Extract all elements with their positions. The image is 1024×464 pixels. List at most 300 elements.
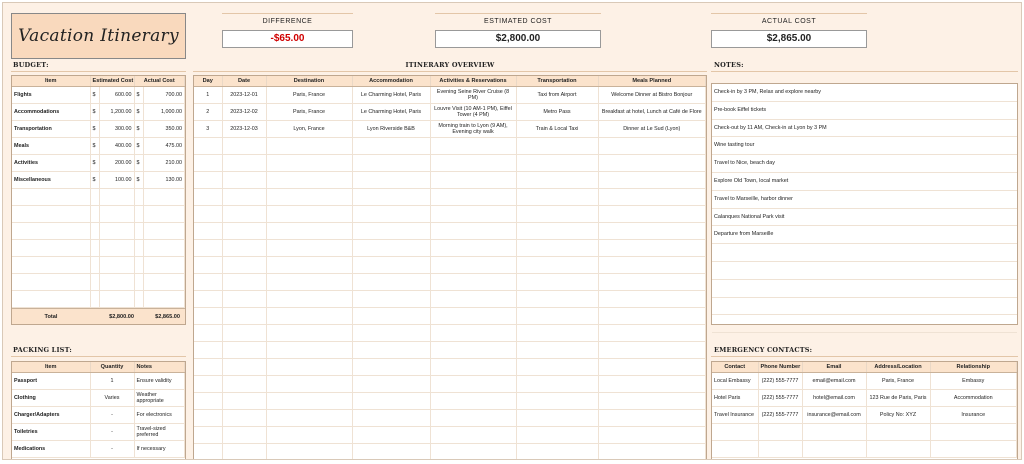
empty-cell[interactable] [352, 410, 430, 427]
itinerary-table [194, 76, 706, 460]
empty-cell[interactable] [194, 291, 222, 308]
packing-row [12, 390, 185, 407]
itinerary-cell-trans[interactable]: Taxi from Airport [516, 87, 598, 104]
budget-total-estimated[interactable]: $2,800.00 [109, 313, 134, 320]
itinerary-cell-dest[interactable]: Lyon, France [266, 121, 352, 138]
empty-cell[interactable] [352, 444, 430, 461]
empty-cell[interactable] [266, 444, 352, 461]
empty-cell[interactable] [194, 359, 222, 376]
empty-cell[interactable] [352, 257, 430, 274]
emergency-cell-phone[interactable]: (222) 555-7777 [758, 390, 802, 407]
packing-notes[interactable]: Travel-sized preferred [134, 424, 185, 441]
empty-cell[interactable] [430, 325, 516, 342]
empty-cell[interactable] [194, 393, 222, 410]
itinerary-cell-act[interactable]: Evening Seine River Cruise (8 PM) [430, 87, 516, 104]
empty-cell[interactable] [598, 155, 706, 172]
empty-cell[interactable] [12, 291, 90, 308]
empty-cell[interactable] [194, 223, 222, 240]
empty-cell[interactable] [134, 189, 143, 206]
emergency-cell-phone[interactable]: (222) 555-7777 [758, 407, 802, 424]
empty-cell[interactable] [194, 189, 222, 206]
empty-cell[interactable] [430, 257, 516, 274]
budget-estimated-cost[interactable]: 400.00 [99, 138, 134, 155]
itinerary-cell-trans[interactable]: Metro Pass [516, 104, 598, 121]
empty-cell[interactable] [90, 189, 99, 206]
note-empty-line[interactable] [712, 315, 1017, 333]
budget-header-estimated: Estimated Cost [90, 76, 134, 87]
itinerary-cell-acc[interactable]: Le Charming Hotel, Paris [352, 104, 430, 121]
emergency-empty-row [712, 424, 1017, 441]
empty-cell[interactable] [222, 155, 266, 172]
empty-cell[interactable] [430, 359, 516, 376]
empty-cell[interactable] [430, 376, 516, 393]
empty-cell[interactable] [222, 342, 266, 359]
budget-actual-cost[interactable]: 350.00 [143, 121, 185, 138]
emergency-cell-email[interactable]: insurance@email.com [802, 407, 866, 424]
empty-cell[interactable] [430, 342, 516, 359]
itinerary-cell-day[interactable]: 3 [194, 121, 222, 138]
empty-cell[interactable] [430, 189, 516, 206]
packing-quantity[interactable]: 1 [90, 373, 134, 390]
empty-cell[interactable] [516, 138, 598, 155]
budget-total-actual[interactable]: $2,865.00 [155, 313, 180, 320]
empty-cell[interactable] [99, 291, 134, 308]
empty-cell[interactable] [352, 325, 430, 342]
empty-cell[interactable] [352, 393, 430, 410]
empty-cell[interactable] [266, 257, 352, 274]
empty-cell[interactable] [90, 223, 99, 240]
empty-cell[interactable] [266, 410, 352, 427]
note-item[interactable]: Explore Old Town, local market [712, 173, 1017, 191]
emergency-cell-contact[interactable]: Travel Insurance [712, 407, 758, 424]
empty-cell[interactable] [598, 172, 706, 189]
empty-cell[interactable] [430, 444, 516, 461]
empty-cell[interactable] [222, 308, 266, 325]
packing-row [12, 424, 185, 441]
empty-cell[interactable] [222, 291, 266, 308]
empty-cell[interactable] [194, 427, 222, 444]
itinerary-empty-row [194, 427, 706, 444]
empty-cell[interactable] [598, 393, 706, 410]
empty-cell[interactable] [194, 325, 222, 342]
packing-quantity[interactable]: - [90, 407, 134, 424]
emergency-header-4: Relationship [930, 362, 1017, 373]
empty-cell[interactable] [430, 172, 516, 189]
empty-cell[interactable] [430, 274, 516, 291]
emergency-cell-email[interactable]: email@email.com [802, 373, 866, 390]
note-item[interactable]: Departure from Marseille [712, 226, 1017, 244]
note-item[interactable]: Travel to Marseille, harbor dinner [712, 191, 1017, 209]
empty-cell[interactable] [516, 206, 598, 223]
itinerary-empty-row [194, 189, 706, 206]
empty-cell[interactable] [516, 325, 598, 342]
empty-cell[interactable] [194, 240, 222, 257]
emergency-cell-contact[interactable]: Local Embassy [712, 373, 758, 390]
packing-item[interactable]: Toiletries [12, 424, 90, 441]
empty-cell[interactable] [266, 189, 352, 206]
empty-cell[interactable] [352, 172, 430, 189]
packing-item[interactable]: Charger/Adapters [12, 407, 90, 424]
empty-cell[interactable] [266, 393, 352, 410]
empty-cell[interactable] [598, 427, 706, 444]
empty-cell[interactable] [802, 441, 866, 458]
itinerary-header-3: Accommodation [352, 76, 430, 87]
itinerary-cell-meals[interactable]: Dinner at Le Sud (Lyon) [598, 121, 706, 138]
emergency-cell-email[interactable]: hotel@email.com [802, 390, 866, 407]
budget-actual-cost[interactable]: 475.00 [143, 138, 185, 155]
empty-cell[interactable] [352, 376, 430, 393]
packing-notes[interactable]: For electronics [134, 407, 185, 424]
emergency-table [712, 362, 1017, 458]
empty-cell[interactable] [430, 240, 516, 257]
budget-estimated-cost[interactable]: 1,200.00 [99, 104, 134, 121]
budget-item[interactable]: Accommodations [12, 104, 90, 121]
packing-item[interactable]: Clothing [12, 390, 90, 407]
empty-cell[interactable] [143, 189, 185, 206]
empty-cell[interactable] [12, 189, 90, 206]
empty-cell[interactable] [598, 444, 706, 461]
empty-cell[interactable] [266, 274, 352, 291]
budget-actual-cost[interactable]: 700.00 [143, 87, 185, 104]
budget-item[interactable]: Activities [12, 155, 90, 172]
empty-cell[interactable] [430, 393, 516, 410]
packing-notes[interactable]: Ensure validity [134, 373, 185, 390]
empty-cell[interactable] [352, 189, 430, 206]
empty-cell[interactable] [712, 424, 758, 441]
empty-cell[interactable] [352, 240, 430, 257]
empty-cell[interactable] [143, 223, 185, 240]
budget-est-currency: $ [90, 87, 99, 104]
budget-estimated-cost[interactable]: 300.00 [99, 121, 134, 138]
budget-empty-row [12, 240, 185, 257]
empty-cell[interactable] [430, 427, 516, 444]
budget-estimated-cost[interactable]: 100.00 [99, 172, 134, 189]
empty-cell[interactable] [222, 189, 266, 206]
empty-cell[interactable] [99, 206, 134, 223]
empty-cell[interactable] [516, 223, 598, 240]
itinerary-cell-day[interactable]: 1 [194, 87, 222, 104]
itinerary-panel [193, 75, 707, 460]
empty-cell[interactable] [99, 240, 134, 257]
budget-act-currency: $ [134, 155, 143, 172]
packing-quantity[interactable]: - [90, 441, 134, 458]
emergency-cell-rel[interactable]: Embassy [930, 373, 1017, 390]
emergency-title: EMERGENCY CONTACTS: [714, 346, 813, 354]
empty-cell[interactable] [194, 444, 222, 461]
itinerary-cell-date[interactable]: 2023-12-03 [222, 121, 266, 138]
budget-total-label: Total [44, 313, 58, 320]
packing-notes[interactable]: Weather appropriate [134, 390, 185, 407]
note-empty-line[interactable] [712, 298, 1017, 316]
budget-est-currency: $ [90, 155, 99, 172]
empty-cell[interactable] [430, 223, 516, 240]
empty-cell[interactable] [352, 206, 430, 223]
empty-cell[interactable] [266, 342, 352, 359]
packing-divider [11, 356, 186, 357]
empty-cell[interactable] [266, 240, 352, 257]
empty-cell[interactable] [12, 223, 90, 240]
empty-cell[interactable] [352, 427, 430, 444]
note-item[interactable]: Calanques National Park visit [712, 209, 1017, 227]
empty-cell[interactable] [194, 257, 222, 274]
empty-cell[interactable] [222, 223, 266, 240]
empty-cell[interactable] [866, 441, 930, 458]
empty-cell[interactable] [12, 257, 90, 274]
empty-cell[interactable] [352, 359, 430, 376]
packing-item[interactable]: Passport [12, 373, 90, 390]
empty-cell[interactable] [99, 189, 134, 206]
packing-quantity[interactable]: - [90, 424, 134, 441]
empty-cell[interactable] [598, 257, 706, 274]
emergency-cell-addr[interactable]: 123 Rue de Paris, Paris [866, 390, 930, 407]
empty-cell[interactable] [134, 240, 143, 257]
itinerary-cell-date[interactable]: 2023-12-01 [222, 87, 266, 104]
emergency-cell-addr[interactable]: Paris, France [866, 373, 930, 390]
budget-actual-cost[interactable]: 130.00 [143, 172, 185, 189]
empty-cell[interactable] [598, 274, 706, 291]
emergency-divider [711, 356, 1018, 357]
empty-cell[interactable] [516, 359, 598, 376]
empty-cell[interactable] [194, 342, 222, 359]
empty-cell[interactable] [266, 206, 352, 223]
empty-cell[interactable] [143, 240, 185, 257]
empty-cell[interactable] [222, 325, 266, 342]
actual-cost-label: ACTUAL COST [711, 13, 867, 30]
itinerary-cell-acc[interactable]: Le Charming Hotel, Paris [352, 87, 430, 104]
budget-row [12, 138, 185, 155]
empty-cell[interactable] [430, 155, 516, 172]
empty-cell[interactable] [930, 441, 1017, 458]
emergency-header-2: Email [802, 362, 866, 373]
emergency-cell-rel[interactable]: Insurance [930, 407, 1017, 424]
empty-cell[interactable] [12, 206, 90, 223]
empty-cell[interactable] [598, 342, 706, 359]
empty-cell[interactable] [90, 274, 99, 291]
empty-cell[interactable] [143, 274, 185, 291]
note-item[interactable]: Check-in by 3 PM, Relax and explore nearby [712, 84, 1017, 102]
empty-cell[interactable] [222, 410, 266, 427]
empty-cell[interactable] [194, 172, 222, 189]
empty-cell[interactable] [598, 376, 706, 393]
empty-cell[interactable] [194, 308, 222, 325]
empty-cell[interactable] [430, 308, 516, 325]
empty-cell[interactable] [758, 424, 802, 441]
empty-cell[interactable] [134, 257, 143, 274]
empty-cell[interactable] [352, 291, 430, 308]
itinerary-cell-date[interactable]: 2023-12-02 [222, 104, 266, 121]
empty-cell[interactable] [194, 274, 222, 291]
empty-cell[interactable] [930, 424, 1017, 441]
empty-cell[interactable] [222, 257, 266, 274]
budget-actual-cost[interactable]: 1,000.00 [143, 104, 185, 121]
empty-cell[interactable] [430, 138, 516, 155]
budget-actual-cost[interactable]: 210.00 [143, 155, 185, 172]
empty-cell[interactable] [266, 376, 352, 393]
itinerary-empty-row [194, 359, 706, 376]
empty-cell[interactable] [598, 223, 706, 240]
itinerary-cell-act[interactable]: Louvre Visit (10 AM-1 PM), Eiffel Tower (4 PM) [430, 104, 516, 121]
emergency-cell-addr[interactable]: Policy No: XYZ [866, 407, 930, 424]
empty-cell[interactable] [266, 291, 352, 308]
note-item[interactable]: Check-out by 11 AM, Check-in at Lyon by 3 PM [712, 120, 1017, 138]
packing-quantity[interactable]: Varies [90, 390, 134, 407]
empty-cell[interactable] [352, 155, 430, 172]
empty-cell[interactable] [12, 240, 90, 257]
empty-cell[interactable] [516, 172, 598, 189]
empty-cell[interactable] [222, 427, 266, 444]
empty-cell[interactable] [430, 410, 516, 427]
empty-cell[interactable] [194, 376, 222, 393]
empty-cell[interactable] [194, 206, 222, 223]
budget-item[interactable]: Flights [12, 87, 90, 104]
empty-cell[interactable] [99, 223, 134, 240]
budget-item[interactable]: Miscellaneous [12, 172, 90, 189]
empty-cell[interactable] [266, 155, 352, 172]
title-box[interactable] [11, 13, 186, 59]
itinerary-cell-meals[interactable]: Breakfast at hotel, Lunch at Café de Flore [598, 104, 706, 121]
note-empty-line[interactable] [712, 244, 1017, 262]
empty-cell[interactable] [516, 427, 598, 444]
estimated-cost-value[interactable]: $2,800.00 [435, 30, 601, 48]
emergency-cell-phone[interactable]: (222) 555-7777 [758, 373, 802, 390]
empty-cell[interactable] [134, 206, 143, 223]
empty-cell[interactable] [222, 359, 266, 376]
empty-cell[interactable] [222, 274, 266, 291]
empty-cell[interactable] [90, 257, 99, 274]
empty-cell[interactable] [802, 424, 866, 441]
empty-cell[interactable] [143, 291, 185, 308]
empty-cell[interactable] [90, 240, 99, 257]
empty-cell[interactable] [222, 138, 266, 155]
empty-cell[interactable] [516, 240, 598, 257]
budget-row [12, 87, 185, 104]
itinerary-cell-acc[interactable]: Lyon Riverside B&B [352, 121, 430, 138]
empty-cell[interactable] [352, 274, 430, 291]
empty-cell[interactable] [430, 206, 516, 223]
empty-cell[interactable] [352, 223, 430, 240]
empty-cell[interactable] [598, 189, 706, 206]
empty-cell[interactable] [222, 206, 266, 223]
budget-estimated-cost[interactable]: 600.00 [99, 87, 134, 104]
empty-cell[interactable] [90, 206, 99, 223]
note-item[interactable]: Pre-book Eiffel tickets [712, 102, 1017, 120]
itinerary-cell-dest[interactable]: Paris, France [266, 104, 352, 121]
empty-cell[interactable] [222, 444, 266, 461]
itinerary-cell-dest[interactable]: Paris, France [266, 87, 352, 104]
empty-cell[interactable] [266, 172, 352, 189]
empty-cell[interactable] [598, 206, 706, 223]
empty-cell[interactable] [266, 427, 352, 444]
empty-cell[interactable] [194, 410, 222, 427]
empty-cell[interactable] [222, 240, 266, 257]
empty-cell[interactable] [598, 308, 706, 325]
empty-cell[interactable] [516, 393, 598, 410]
empty-cell[interactable] [516, 444, 598, 461]
empty-cell[interactable] [866, 424, 930, 441]
empty-cell[interactable] [516, 155, 598, 172]
budget-item[interactable]: Transportation [12, 121, 90, 138]
empty-cell[interactable] [430, 291, 516, 308]
estimated-cost-kpi [435, 13, 601, 49]
note-empty-line[interactable] [712, 262, 1017, 280]
empty-cell[interactable] [222, 393, 266, 410]
emergency-cell-rel[interactable]: Accommodation [930, 390, 1017, 407]
empty-cell[interactable] [516, 291, 598, 308]
empty-cell[interactable] [516, 274, 598, 291]
emergency-cell-contact[interactable]: Hotel Paris [712, 390, 758, 407]
empty-cell[interactable] [99, 274, 134, 291]
empty-cell[interactable] [134, 274, 143, 291]
packing-table [12, 362, 185, 458]
empty-cell[interactable] [194, 138, 222, 155]
empty-cell[interactable] [352, 308, 430, 325]
empty-cell[interactable] [143, 206, 185, 223]
empty-cell[interactable] [222, 376, 266, 393]
empty-cell[interactable] [598, 410, 706, 427]
empty-cell[interactable] [516, 376, 598, 393]
itinerary-cell-trans[interactable]: Train & Local Taxi [516, 121, 598, 138]
itinerary-cell-act[interactable]: Morning train to Lyon (9 AM), Evening city walk [430, 121, 516, 138]
empty-cell[interactable] [598, 291, 706, 308]
difference-value[interactable]: -$65.00 [222, 30, 353, 48]
budget-estimated-cost[interactable]: 200.00 [99, 155, 134, 172]
empty-cell[interactable] [516, 410, 598, 427]
note-item[interactable]: Wine tasting tour [712, 137, 1017, 155]
empty-cell[interactable] [598, 138, 706, 155]
budget-est-currency: $ [90, 104, 99, 121]
empty-cell[interactable] [143, 257, 185, 274]
empty-cell[interactable] [266, 138, 352, 155]
actual-cost-value[interactable]: $2,865.00 [711, 30, 867, 48]
packing-item[interactable]: Medications [12, 441, 90, 458]
note-empty-line[interactable] [712, 280, 1017, 298]
empty-cell[interactable] [12, 274, 90, 291]
empty-cell[interactable] [598, 240, 706, 257]
itinerary-cell-day[interactable]: 2 [194, 104, 222, 121]
empty-cell[interactable] [516, 257, 598, 274]
itinerary-cell-meals[interactable]: Welcome Dinner at Bistro Bonjour [598, 87, 706, 104]
difference-label: DIFFERENCE [222, 13, 353, 30]
budget-act-currency: $ [134, 104, 143, 121]
budget-item[interactable]: Meals [12, 138, 90, 155]
empty-cell[interactable] [194, 155, 222, 172]
itinerary-empty-row [194, 376, 706, 393]
empty-cell[interactable] [758, 441, 802, 458]
empty-cell[interactable] [516, 342, 598, 359]
budget-empty-row [12, 189, 185, 206]
notes-panel [711, 83, 1018, 325]
empty-cell[interactable] [99, 257, 134, 274]
empty-cell[interactable] [352, 138, 430, 155]
empty-cell[interactable] [222, 172, 266, 189]
empty-cell[interactable] [134, 223, 143, 240]
empty-cell[interactable] [266, 359, 352, 376]
empty-cell[interactable] [712, 441, 758, 458]
empty-cell[interactable] [90, 291, 99, 308]
empty-cell[interactable] [598, 359, 706, 376]
empty-cell[interactable] [352, 342, 430, 359]
empty-cell[interactable] [598, 325, 706, 342]
empty-cell[interactable] [266, 325, 352, 342]
empty-cell[interactable] [134, 291, 143, 308]
note-item[interactable]: Travel to Nice, beach day [712, 155, 1017, 173]
itinerary-header-6: Meals Planned [598, 76, 706, 87]
empty-cell[interactable] [516, 189, 598, 206]
empty-cell[interactable] [516, 308, 598, 325]
empty-cell[interactable] [266, 223, 352, 240]
packing-notes[interactable]: If necessary [134, 441, 185, 458]
empty-cell[interactable] [266, 308, 352, 325]
